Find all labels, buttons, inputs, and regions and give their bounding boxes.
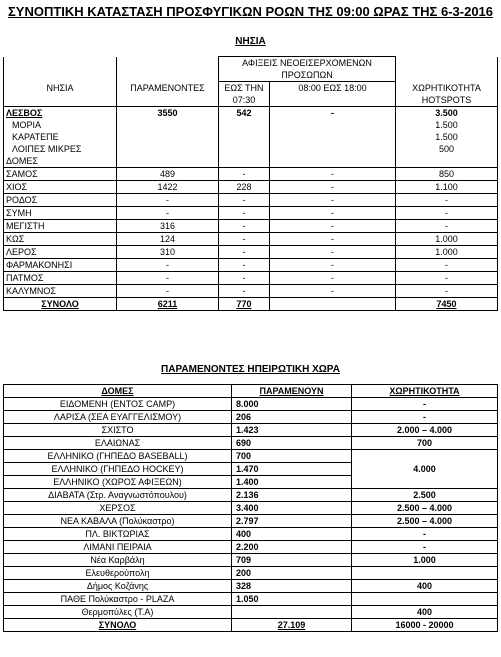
- island-capacity: -: [396, 220, 498, 233]
- header-remaining: ΠΑΡΑΜΕΝΟΝΤΕΣ: [117, 82, 219, 95]
- island-remaining: 310: [117, 246, 219, 259]
- facility-remaining: 1.423: [232, 424, 352, 437]
- facility-name: Δήμος Κοζάνης: [4, 580, 232, 593]
- island-until: -: [219, 194, 270, 207]
- island-capacity: 850: [396, 168, 498, 181]
- mainland-total-label: ΣΥΝΟΛΟ: [4, 619, 232, 632]
- facility-remaining: 1.400: [232, 476, 352, 489]
- facility-capacity: -: [352, 398, 498, 411]
- facility-capacity: 2.500: [352, 489, 498, 502]
- island-name: ΦΑΡΜΑΚΟΝΗΣΙ: [4, 259, 117, 272]
- facility-capacity: 2.500 – 4.000: [352, 515, 498, 528]
- facility-row: [4, 554, 498, 567]
- island-name: ΚΑΛΥΜΝΟΣ: [4, 285, 117, 298]
- islands-group-header-row: [4, 57, 498, 70]
- island-row: [4, 233, 498, 246]
- document-title: ΣΥΝΟΠΤΙΚΗ ΚΑΤΑΣΤΑΣΗ ΠΡΟΣΦΥΓΙΚΩΝ ΡΟΩΝ ΤΗΣ 09:00 ΩΡΑΣ ΤΗΣ 6-3-2016: [7, 4, 494, 19]
- island-until: [219, 143, 270, 155]
- island-window: -: [270, 207, 396, 220]
- island-window: -: [270, 246, 396, 259]
- islands-total-row: [4, 298, 498, 311]
- island-remaining: 489: [117, 168, 219, 181]
- island-window: -: [270, 194, 396, 207]
- facility-capacity: [352, 567, 498, 580]
- facility-remaining: 1.470: [232, 463, 352, 476]
- facility-remaining: 1.050: [232, 593, 352, 606]
- island-until: [219, 119, 270, 131]
- island-row: [4, 168, 498, 181]
- island-name: ΠΑΤΜΟΣ: [4, 272, 117, 285]
- island-remaining: 124: [117, 233, 219, 246]
- facility-capacity: 700: [352, 437, 498, 450]
- mainland-section-title: ΠΑΡΑΜΕΝΟΝΤΕΣ ΗΠΕΙΡΩΤΙΚΗ ΧΩΡΑ: [161, 364, 340, 375]
- island-window: -: [270, 285, 396, 298]
- facility-name: ΠΑΘΕ Πολύκαστρο - PLAZA: [4, 593, 232, 606]
- facility-row: [4, 580, 498, 593]
- mainland-table-body: [4, 398, 498, 619]
- island-row: [4, 131, 498, 143]
- island-remaining: [117, 119, 219, 131]
- island-window: -: [270, 168, 396, 181]
- total-remaining: 6211: [117, 298, 219, 311]
- island-capacity: 1.500: [396, 119, 498, 131]
- header-until-2: 07:30: [219, 94, 270, 107]
- island-capacity: 1.500: [396, 131, 498, 143]
- island-capacity: [396, 155, 498, 168]
- facility-name: Ελευθερούπολη: [4, 567, 232, 580]
- island-window: -: [270, 107, 396, 120]
- island-window: [270, 119, 396, 131]
- header-mainland-capacity: ΧΩΡΗΤΙΚΟΤΗΤΑ: [352, 385, 498, 398]
- island-capacity: 1.000: [396, 246, 498, 259]
- facility-remaining: 200: [232, 567, 352, 580]
- island-remaining: -: [117, 285, 219, 298]
- island-capacity: -: [396, 272, 498, 285]
- island-row: [4, 181, 498, 194]
- facility-remaining: 400: [232, 528, 352, 541]
- mainland-header-row: [4, 385, 498, 398]
- facility-name: ΕΛΑΙΩΝΑΣ: [4, 437, 232, 450]
- facility-row: [4, 411, 498, 424]
- island-remaining: 3550: [117, 107, 219, 120]
- island-until: [219, 155, 270, 168]
- facility-name: Νέα Καρβάλη: [4, 554, 232, 567]
- facility-capacity: 1.000: [352, 554, 498, 567]
- island-name: ΛΟΙΠΕΣ ΜΙΚΡΕΣ: [4, 143, 117, 155]
- facility-row: [4, 489, 498, 502]
- total-capacity: 7450: [396, 298, 498, 311]
- facility-remaining: 700: [232, 450, 352, 463]
- facility-capacity: 2.000 – 4.000: [352, 424, 498, 437]
- total-until: 770: [219, 298, 270, 311]
- facility-capacity: 4.000: [352, 450, 498, 489]
- facility-remaining: 690: [232, 437, 352, 450]
- header-capacity: ΧΩΡΗΤΙΚΟΤΗΤΑ: [396, 82, 498, 95]
- island-name: ΛΕΡΟΣ: [4, 246, 117, 259]
- island-until: -: [219, 285, 270, 298]
- facility-row: [4, 528, 498, 541]
- facility-name: ΠΛ. ΒΙΚΤΩΡΙΑΣ: [4, 528, 232, 541]
- island-row: [4, 220, 498, 233]
- island-remaining: [117, 131, 219, 143]
- mainland-table: [3, 384, 498, 632]
- island-window: -: [270, 181, 396, 194]
- facility-remaining: 2.797: [232, 515, 352, 528]
- island-capacity: -: [396, 207, 498, 220]
- island-row: [4, 246, 498, 259]
- facility-name: ΕΙΔΟΜΕΝΗ (ΕΝΤΟΣ CAMP): [4, 398, 232, 411]
- islands-section-title: ΝΗΣΙΑ: [235, 36, 266, 47]
- facility-capacity: 2.500 – 4.000: [352, 502, 498, 515]
- facility-row: [4, 424, 498, 437]
- island-name: ΣΥΜΗ: [4, 207, 117, 220]
- facility-row: [4, 502, 498, 515]
- facility-remaining: 206: [232, 411, 352, 424]
- total-window: [270, 298, 396, 311]
- facility-name: ΛΑΡΙΣΑ (ΣΕΑ ΕΥΑΓΓΕΛΙΣΜΟΥ): [4, 411, 232, 424]
- facility-capacity: -: [352, 411, 498, 424]
- island-remaining: -: [117, 194, 219, 207]
- arrivals-group-header-2: ΠΡΟΣΩΠΩΝ: [219, 69, 396, 82]
- island-until: 228: [219, 181, 270, 194]
- island-until: 542: [219, 107, 270, 120]
- facility-name: ΝΕΑ ΚΑΒΑΛΑ (Πολύκαστρο): [4, 515, 232, 528]
- islands-table: [3, 56, 498, 311]
- island-capacity: -: [396, 194, 498, 207]
- facility-name: ΕΛΛΗΝΙΚΟ (ΓΗΠΕΔΟ HOCKEY): [4, 463, 232, 476]
- island-remaining: -: [117, 259, 219, 272]
- island-name: ΔΟΜΕΣ: [4, 155, 117, 168]
- facility-row: [4, 515, 498, 528]
- island-remaining: 316: [117, 220, 219, 233]
- facility-name: ΧΕΡΣΟΣ: [4, 502, 232, 515]
- island-remaining: [117, 143, 219, 155]
- island-window: [270, 143, 396, 155]
- island-name: ΚΑΡΑΤΕΠΕ: [4, 131, 117, 143]
- facility-capacity: 400: [352, 580, 498, 593]
- island-capacity: 500: [396, 143, 498, 155]
- facility-name: Θερμοπύλες (Τ.Α): [4, 606, 232, 619]
- island-name: ΚΩΣ: [4, 233, 117, 246]
- island-remaining: -: [117, 207, 219, 220]
- island-window: -: [270, 272, 396, 285]
- facility-name: ΕΛΛΗΝΙΚΟ (ΧΩΡΟΣ ΑΦΙΞΕΩΝ): [4, 476, 232, 489]
- island-until: -: [219, 259, 270, 272]
- islands-header-row: [4, 82, 498, 95]
- facility-capacity: -: [352, 528, 498, 541]
- island-row: [4, 107, 498, 120]
- island-until: [219, 131, 270, 143]
- header-until: ΕΩΣ ΤΗΝ: [219, 82, 270, 95]
- facility-remaining: 328: [232, 580, 352, 593]
- island-window: -: [270, 259, 396, 272]
- header-capacity-2: HOTSPOTS: [396, 94, 498, 107]
- facility-capacity: [352, 593, 498, 606]
- facility-remaining: 8.000: [232, 398, 352, 411]
- island-capacity: 3.500: [396, 107, 498, 120]
- header-facility: ΔΟΜΕΣ: [4, 385, 232, 398]
- total-label: ΣΥΝΟΛΟ: [4, 298, 117, 311]
- facility-row: [4, 567, 498, 580]
- mainland-total-capacity: 16000 - 20000: [352, 619, 498, 632]
- island-name: ΣΑΜΟΣ: [4, 168, 117, 181]
- islands-table-body: [4, 107, 498, 298]
- island-until: -: [219, 233, 270, 246]
- island-remaining: -: [117, 272, 219, 285]
- header-mainland-remaining: ΠΑΡΑΜΕΝΟΥΝ: [232, 385, 352, 398]
- island-row: [4, 207, 498, 220]
- facility-remaining: 709: [232, 554, 352, 567]
- mainland-total-row: [4, 619, 498, 632]
- facility-name: ΕΛΛΗΝΙΚΟ (ΓΗΠΕΔΟ BASEBALL): [4, 450, 232, 463]
- island-until: -: [219, 272, 270, 285]
- mainland-total-remaining: 27.109: [232, 619, 352, 632]
- island-window: -: [270, 233, 396, 246]
- facility-remaining: 2.136: [232, 489, 352, 502]
- island-name: ΜΕΓΙΣΤΗ: [4, 220, 117, 233]
- facility-remaining: 2.200: [232, 541, 352, 554]
- island-row: [4, 143, 498, 155]
- facility-row: [4, 398, 498, 411]
- island-name: ΡΟΔΟΣ: [4, 194, 117, 207]
- island-window: [270, 155, 396, 168]
- island-until: -: [219, 168, 270, 181]
- facility-remaining: [232, 606, 352, 619]
- island-name: ΧΙΟΣ: [4, 181, 117, 194]
- island-row: [4, 119, 498, 131]
- island-capacity: 1.100: [396, 181, 498, 194]
- facility-row: [4, 606, 498, 619]
- facility-name: ΛΙΜΑΝΙ ΠΕΙΡΑΙΑ: [4, 541, 232, 554]
- arrivals-group-header: ΑΦΙΞΕΙΣ ΝΕΟΕΙΣΕΡΧΟΜΕΝΩΝ: [219, 57, 396, 70]
- island-capacity: 1.000: [396, 233, 498, 246]
- facility-capacity: -: [352, 541, 498, 554]
- island-row: [4, 259, 498, 272]
- facility-name: ΔΙΑΒΑΤΑ (Στρ. Αναγνωστόπουλου): [4, 489, 232, 502]
- island-window: -: [270, 220, 396, 233]
- island-until: -: [219, 207, 270, 220]
- island-remaining: [117, 155, 219, 168]
- island-row: [4, 155, 498, 168]
- facility-row: [4, 450, 498, 463]
- island-name: ΛΕΣΒΟΣ: [4, 107, 117, 120]
- island-until: -: [219, 220, 270, 233]
- island-row: [4, 194, 498, 207]
- island-capacity: -: [396, 285, 498, 298]
- facility-capacity: 400: [352, 606, 498, 619]
- island-capacity: -: [396, 259, 498, 272]
- island-remaining: 1422: [117, 181, 219, 194]
- facility-row: [4, 593, 498, 606]
- facility-name: ΣΧΙΣΤΟ: [4, 424, 232, 437]
- facility-row: [4, 437, 498, 450]
- facility-row: [4, 541, 498, 554]
- island-name: ΜΟΡΙΑ: [4, 119, 117, 131]
- island-row: [4, 272, 498, 285]
- island-window: [270, 131, 396, 143]
- facility-remaining: 3.400: [232, 502, 352, 515]
- island-until: -: [219, 246, 270, 259]
- island-row: [4, 285, 498, 298]
- header-island: ΝΗΣΙΑ: [4, 82, 117, 95]
- header-window: 08:00 ΕΩΣ 18:00: [270, 82, 396, 95]
